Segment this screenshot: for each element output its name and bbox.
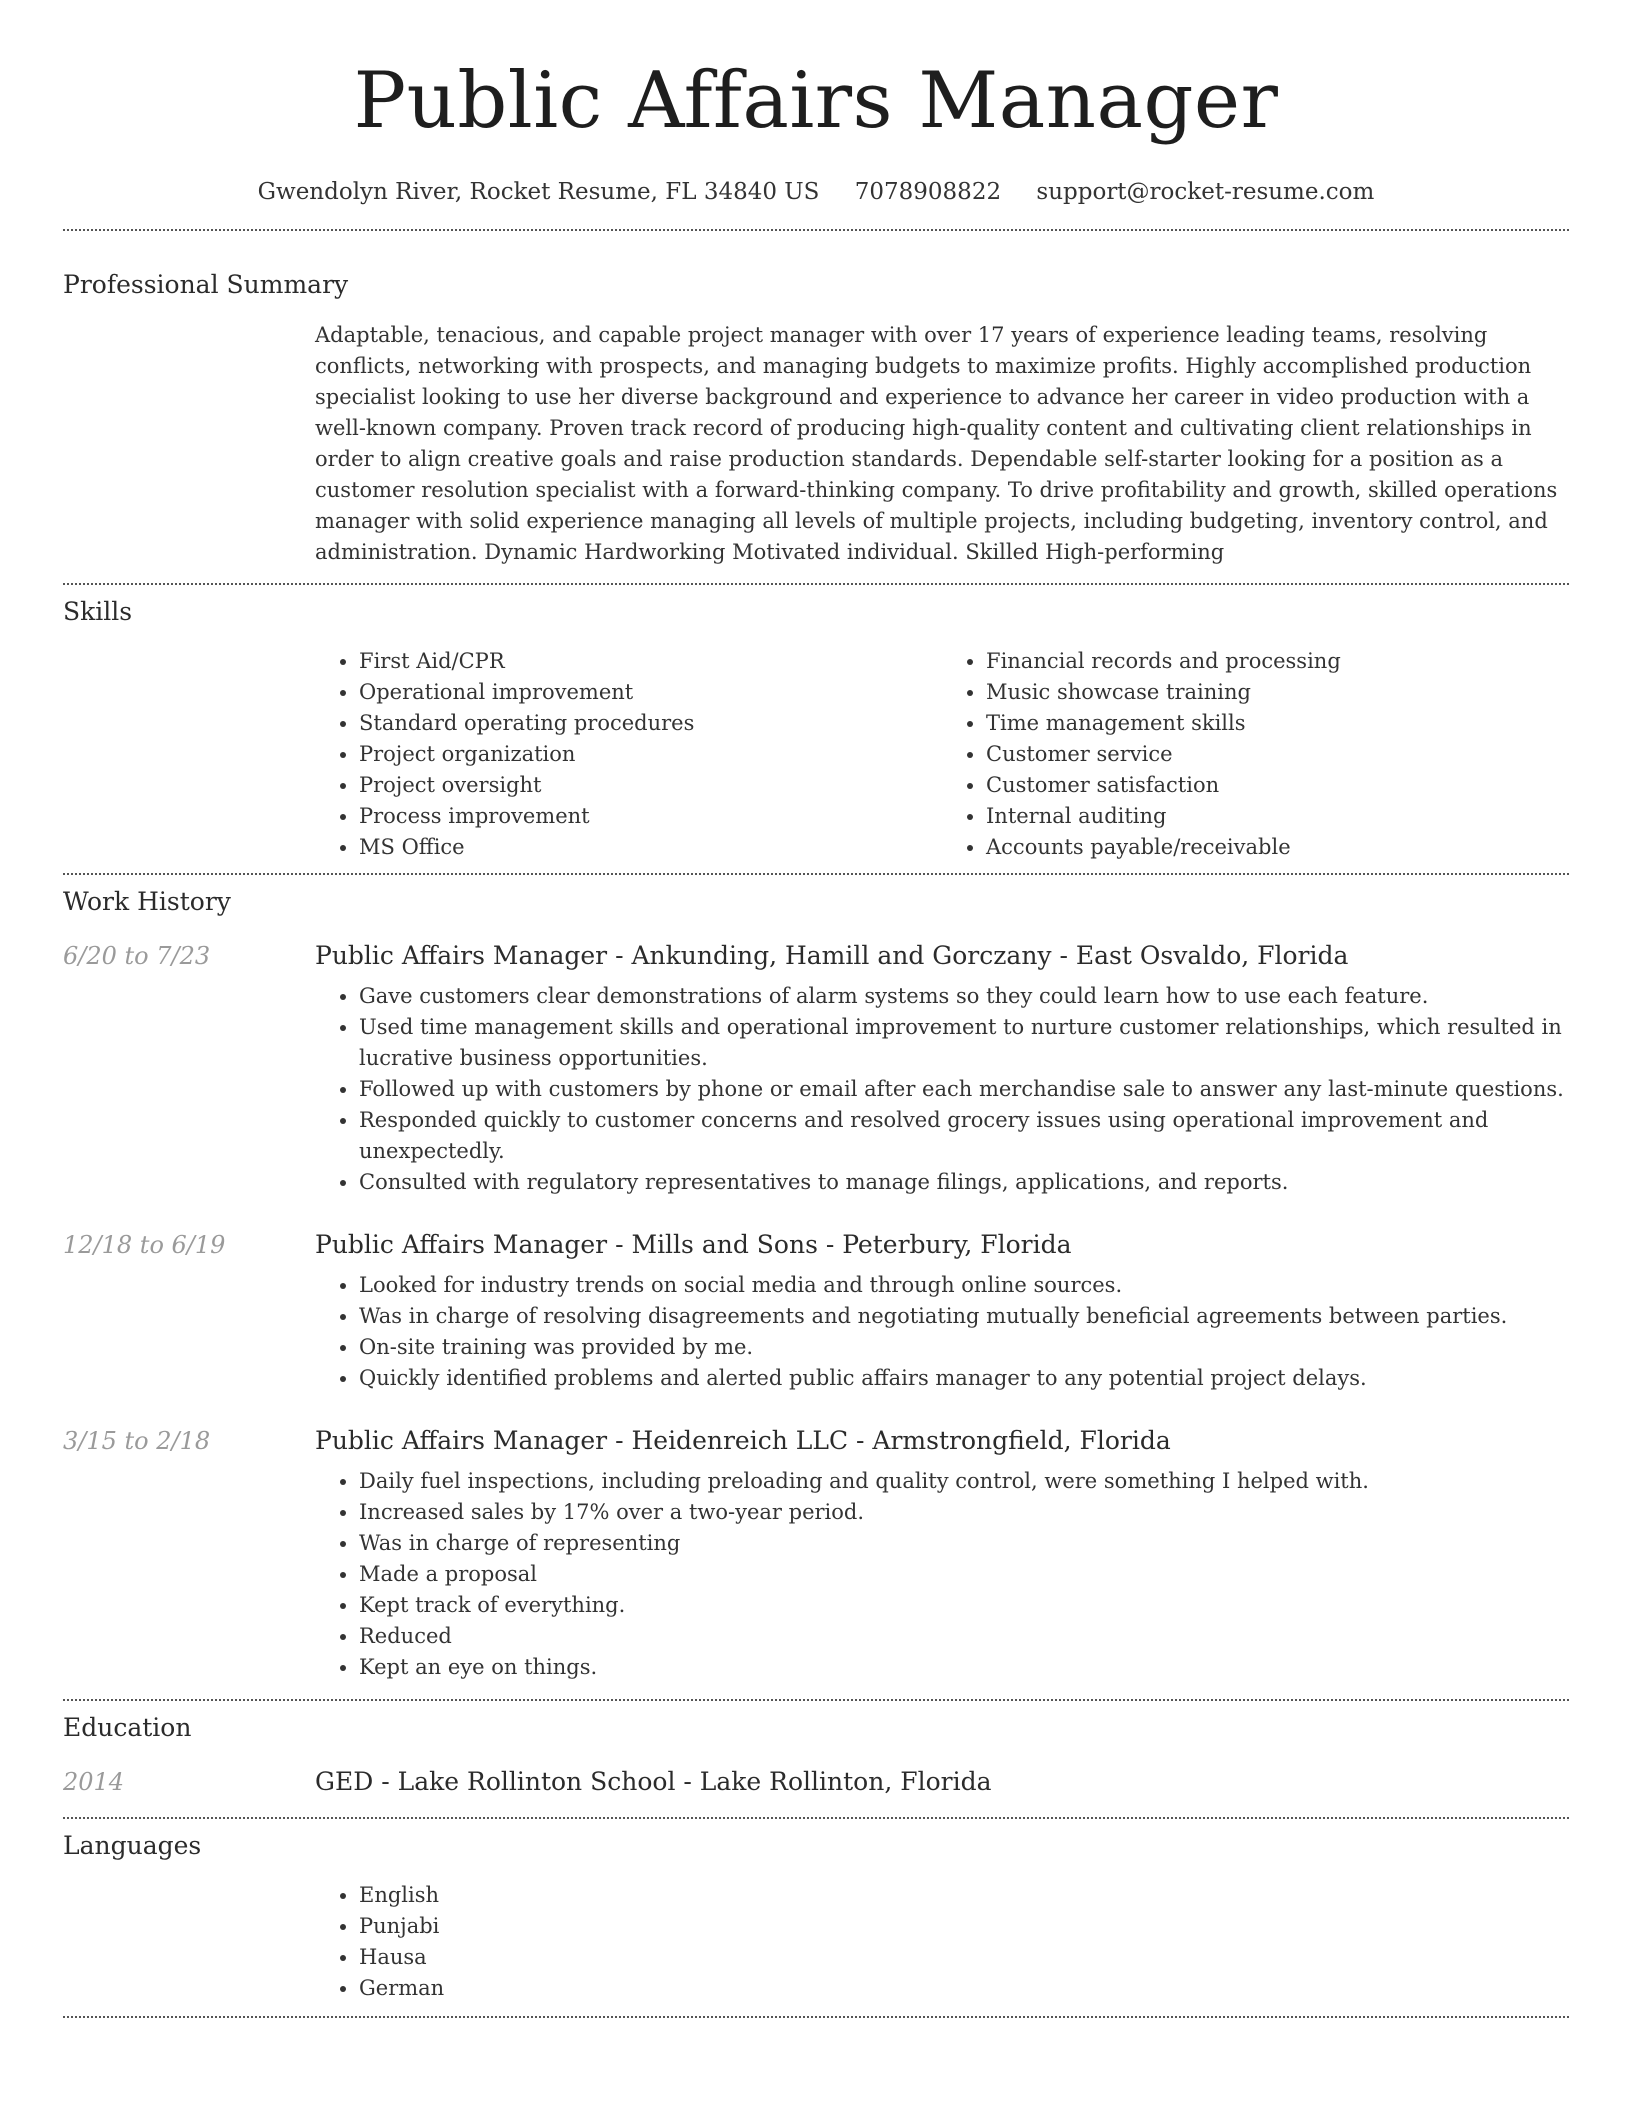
work-heading: Work History	[63, 887, 231, 916]
job-bullet: • Looked for industry trends on social media and through online sources.	[359, 1270, 1569, 1301]
divider	[63, 583, 1569, 585]
education-title: GED - Lake Rollinton School - Lake Rollinton, Florida	[315, 1767, 992, 1796]
skill-item: • Standard operating procedures	[359, 708, 942, 739]
job-date: 12/18 to 6/19	[63, 1231, 226, 1259]
language-item: • Punjabi	[359, 1911, 1569, 1942]
education-entry	[63, 1767, 1569, 1796]
skill-item: • MS Office	[359, 832, 942, 863]
skill-item: • Internal auditing	[986, 801, 1569, 832]
job-header	[63, 941, 1569, 970]
languages-bullets	[315, 1880, 1569, 2004]
job-bullet: • Kept an eye on things.	[359, 1652, 1569, 1683]
skill-item: • Customer satisfaction	[986, 770, 1569, 801]
skills-list	[315, 646, 1569, 863]
job-header	[63, 1426, 1569, 1455]
skills-column-right	[942, 646, 1569, 863]
skills-heading: Skills	[63, 597, 133, 626]
language-item: • English	[359, 1880, 1569, 1911]
contact-line	[63, 176, 1569, 208]
job-date: 3/15 to 2/18	[63, 1427, 211, 1455]
skill-item: • Financial records and processing	[986, 646, 1569, 677]
divider	[63, 2016, 1569, 2018]
skill-item: • Process improvement	[359, 801, 942, 832]
skill-item: • Customer service	[986, 739, 1569, 770]
job-details	[315, 981, 1569, 1198]
job-bullets	[315, 1466, 1569, 1683]
job-header	[63, 1230, 1569, 1259]
skill-item: • Time management skills	[986, 708, 1569, 739]
language-item: • German	[359, 1973, 1569, 2004]
job-bullet: • Increased sales by 17% over a two-year period.	[359, 1497, 1569, 1528]
skill-item: • Operational improvement	[359, 677, 942, 708]
skills-column-left	[315, 646, 942, 863]
job-bullet: • On-site training was provided by me.	[359, 1332, 1569, 1363]
language-item: • Hausa	[359, 1942, 1569, 1973]
job-title: Public Affairs Manager - Mills and Sons - Peterbury, Florida	[315, 1230, 1072, 1259]
job-bullet: • Followed up with customers by phone or email after each merchandise sale to answer any last-minute questions.	[359, 1074, 1569, 1105]
contact-phone: 7078908822	[854, 179, 1002, 205]
summary-heading: Professional Summary	[63, 270, 349, 299]
skill-item: • Project oversight	[359, 770, 942, 801]
job-details	[315, 1270, 1569, 1394]
job-bullets	[315, 981, 1569, 1198]
job-bullet: • Gave customers clear demonstrations of alarm systems so they could learn how to use each feature.	[359, 981, 1569, 1012]
divider	[63, 1699, 1569, 1701]
job-date: 6/20 to 7/23	[63, 942, 211, 970]
languages-heading: Languages	[63, 1831, 202, 1860]
job-bullet: • Kept track of everything.	[359, 1590, 1569, 1621]
skill-item: • Accounts payable/receivable	[986, 832, 1569, 863]
languages-list	[315, 1880, 1569, 2004]
skill-item: • First Aid/CPR	[359, 646, 942, 677]
divider	[63, 873, 1569, 875]
job-bullet: • Daily fuel inspections, including preloading and quality control, were something I helped with.	[359, 1466, 1569, 1497]
skill-item: • Project organization	[359, 739, 942, 770]
job-details	[315, 1466, 1569, 1683]
education-heading: Education	[63, 1713, 192, 1742]
job-bullets	[315, 1270, 1569, 1394]
contact-address: Gwendolyn River, Rocket Resume, FL 34840 US	[257, 179, 820, 205]
job-bullet: • Was in charge of representing	[359, 1528, 1569, 1559]
job-bullet: • Was in charge of resolving disagreements and negotiating mutually beneficial agreements between parties.	[359, 1301, 1569, 1332]
divider	[63, 229, 1569, 231]
contact-email: support@rocket-resume.com	[1036, 179, 1375, 205]
job-bullet: • Quickly identified problems and alerted public affairs manager to any potential project delays.	[359, 1363, 1569, 1394]
job-bullet: • Reduced	[359, 1621, 1569, 1652]
job-bullet: • Made a proposal	[359, 1559, 1569, 1590]
job-title: Public Affairs Manager - Heidenreich LLC - Armstrongfield, Florida	[315, 1426, 1171, 1455]
job-bullet: • Consulted with regulatory representatives to manage filings, applications, and reports.	[359, 1167, 1569, 1198]
job-title: Public Affairs Manager - Ankunding, Hamill and Gorczany - East Osvaldo, Florida	[315, 941, 1349, 970]
job-bullet: • Used time management skills and operational improvement to nurture customer relationships, which resulted in lucrative business opportunities.	[359, 1012, 1569, 1074]
summary-text: Adaptable, tenacious, and capable project manager with over 17 years of experience leading teams, resolving conflicts, networking with prospects, and managing budgets to maximize profits. Highly accomplished production specialist looking to use her diverse background and experience to advance her career in video production with a well-known company. Proven track record of producing high-quality content and cultivating client relationships in order to align creative goals and raise production standards. Dependable self-starter looking for a position as a customer resolution specialist with a forward-thinking company. To drive profitability and growth, skilled operations manager with solid experience managing all levels of multiple projects, including budgeting, inventory control, and administration. Dynamic Hardworking Motivated individual. Skilled High-performing	[315, 323, 1558, 564]
divider	[63, 1817, 1569, 1819]
skill-item: • Music showcase training	[986, 677, 1569, 708]
education-date: 2014	[63, 1768, 125, 1796]
resume-title: Public Affairs Manager	[353, 56, 1279, 146]
job-bullet: • Responded quickly to customer concerns and resolved grocery issues using operational improvement and unexpectedly.	[359, 1105, 1569, 1167]
